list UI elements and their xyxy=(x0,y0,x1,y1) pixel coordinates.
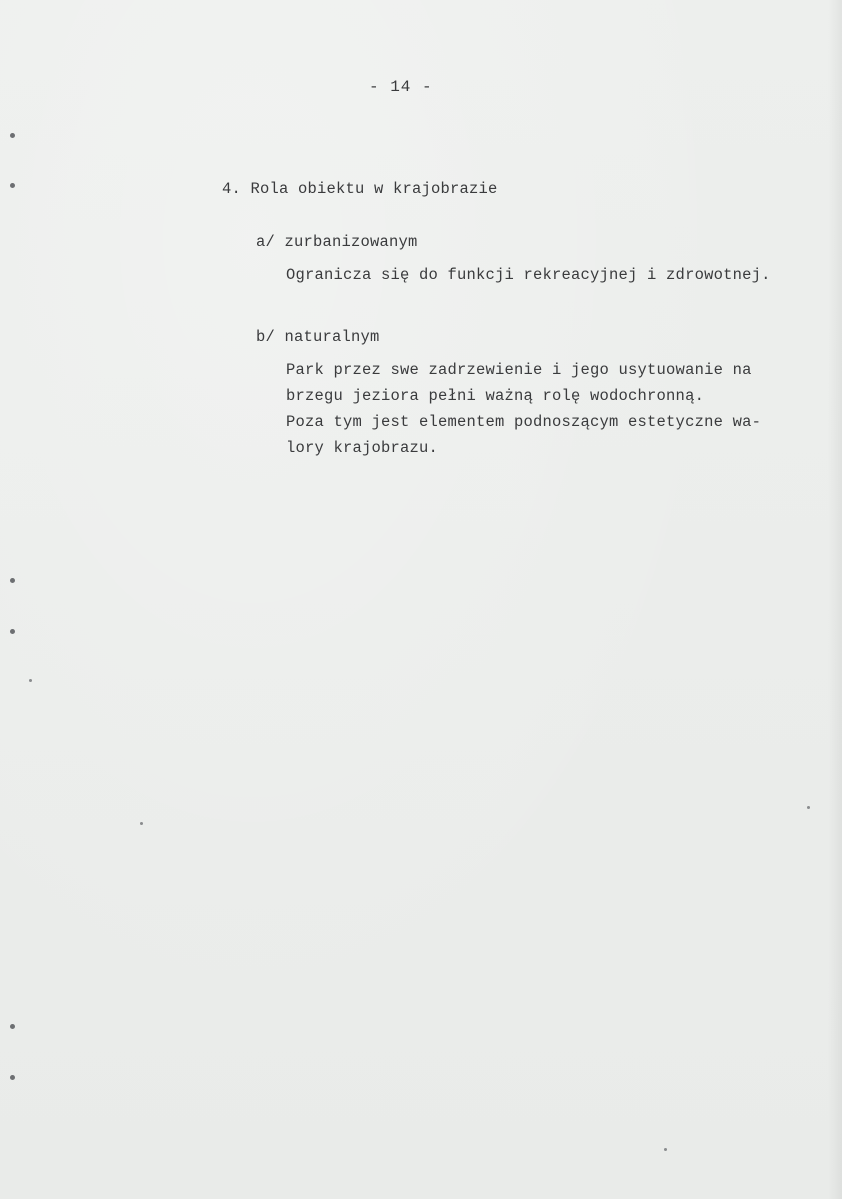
subsection-b-paragraph xyxy=(286,361,826,461)
paper-speck xyxy=(140,822,143,825)
subsection-b-label: b/ naturalnym xyxy=(256,328,380,346)
paper-speck xyxy=(807,806,810,809)
paragraph-line: lory krajobrazu. xyxy=(286,439,439,457)
binder-hole-mark xyxy=(10,1075,15,1080)
paragraph-line: Park przez swe zadrzewienie i jego usytuowanie na xyxy=(286,361,752,379)
paragraph-line: brzegu jeziora pełni ważną rolę wodochronną. xyxy=(286,387,705,405)
section-heading: 4. Rola obiektu w krajobrazie xyxy=(222,180,498,198)
binder-hole-mark xyxy=(10,183,15,188)
subsection-a-label: a/ zurbanizowanym xyxy=(256,233,418,251)
paper-speck xyxy=(664,1148,667,1151)
paragraph-line: Poza tym jest elementem podnoszącym estetyczne wa- xyxy=(286,413,762,431)
page-edge-shadow xyxy=(828,0,842,1199)
binder-hole-mark xyxy=(10,133,15,138)
binder-hole-mark xyxy=(10,578,15,583)
binder-hole-mark xyxy=(10,629,15,634)
binder-hole-mark xyxy=(10,1024,15,1029)
subsection-a-paragraph-line: Ogranicza się do funkcji rekreacyjnej i zdrowotnej. xyxy=(286,266,771,284)
page-number: - 14 - xyxy=(369,78,433,96)
paper-speck xyxy=(29,679,32,682)
